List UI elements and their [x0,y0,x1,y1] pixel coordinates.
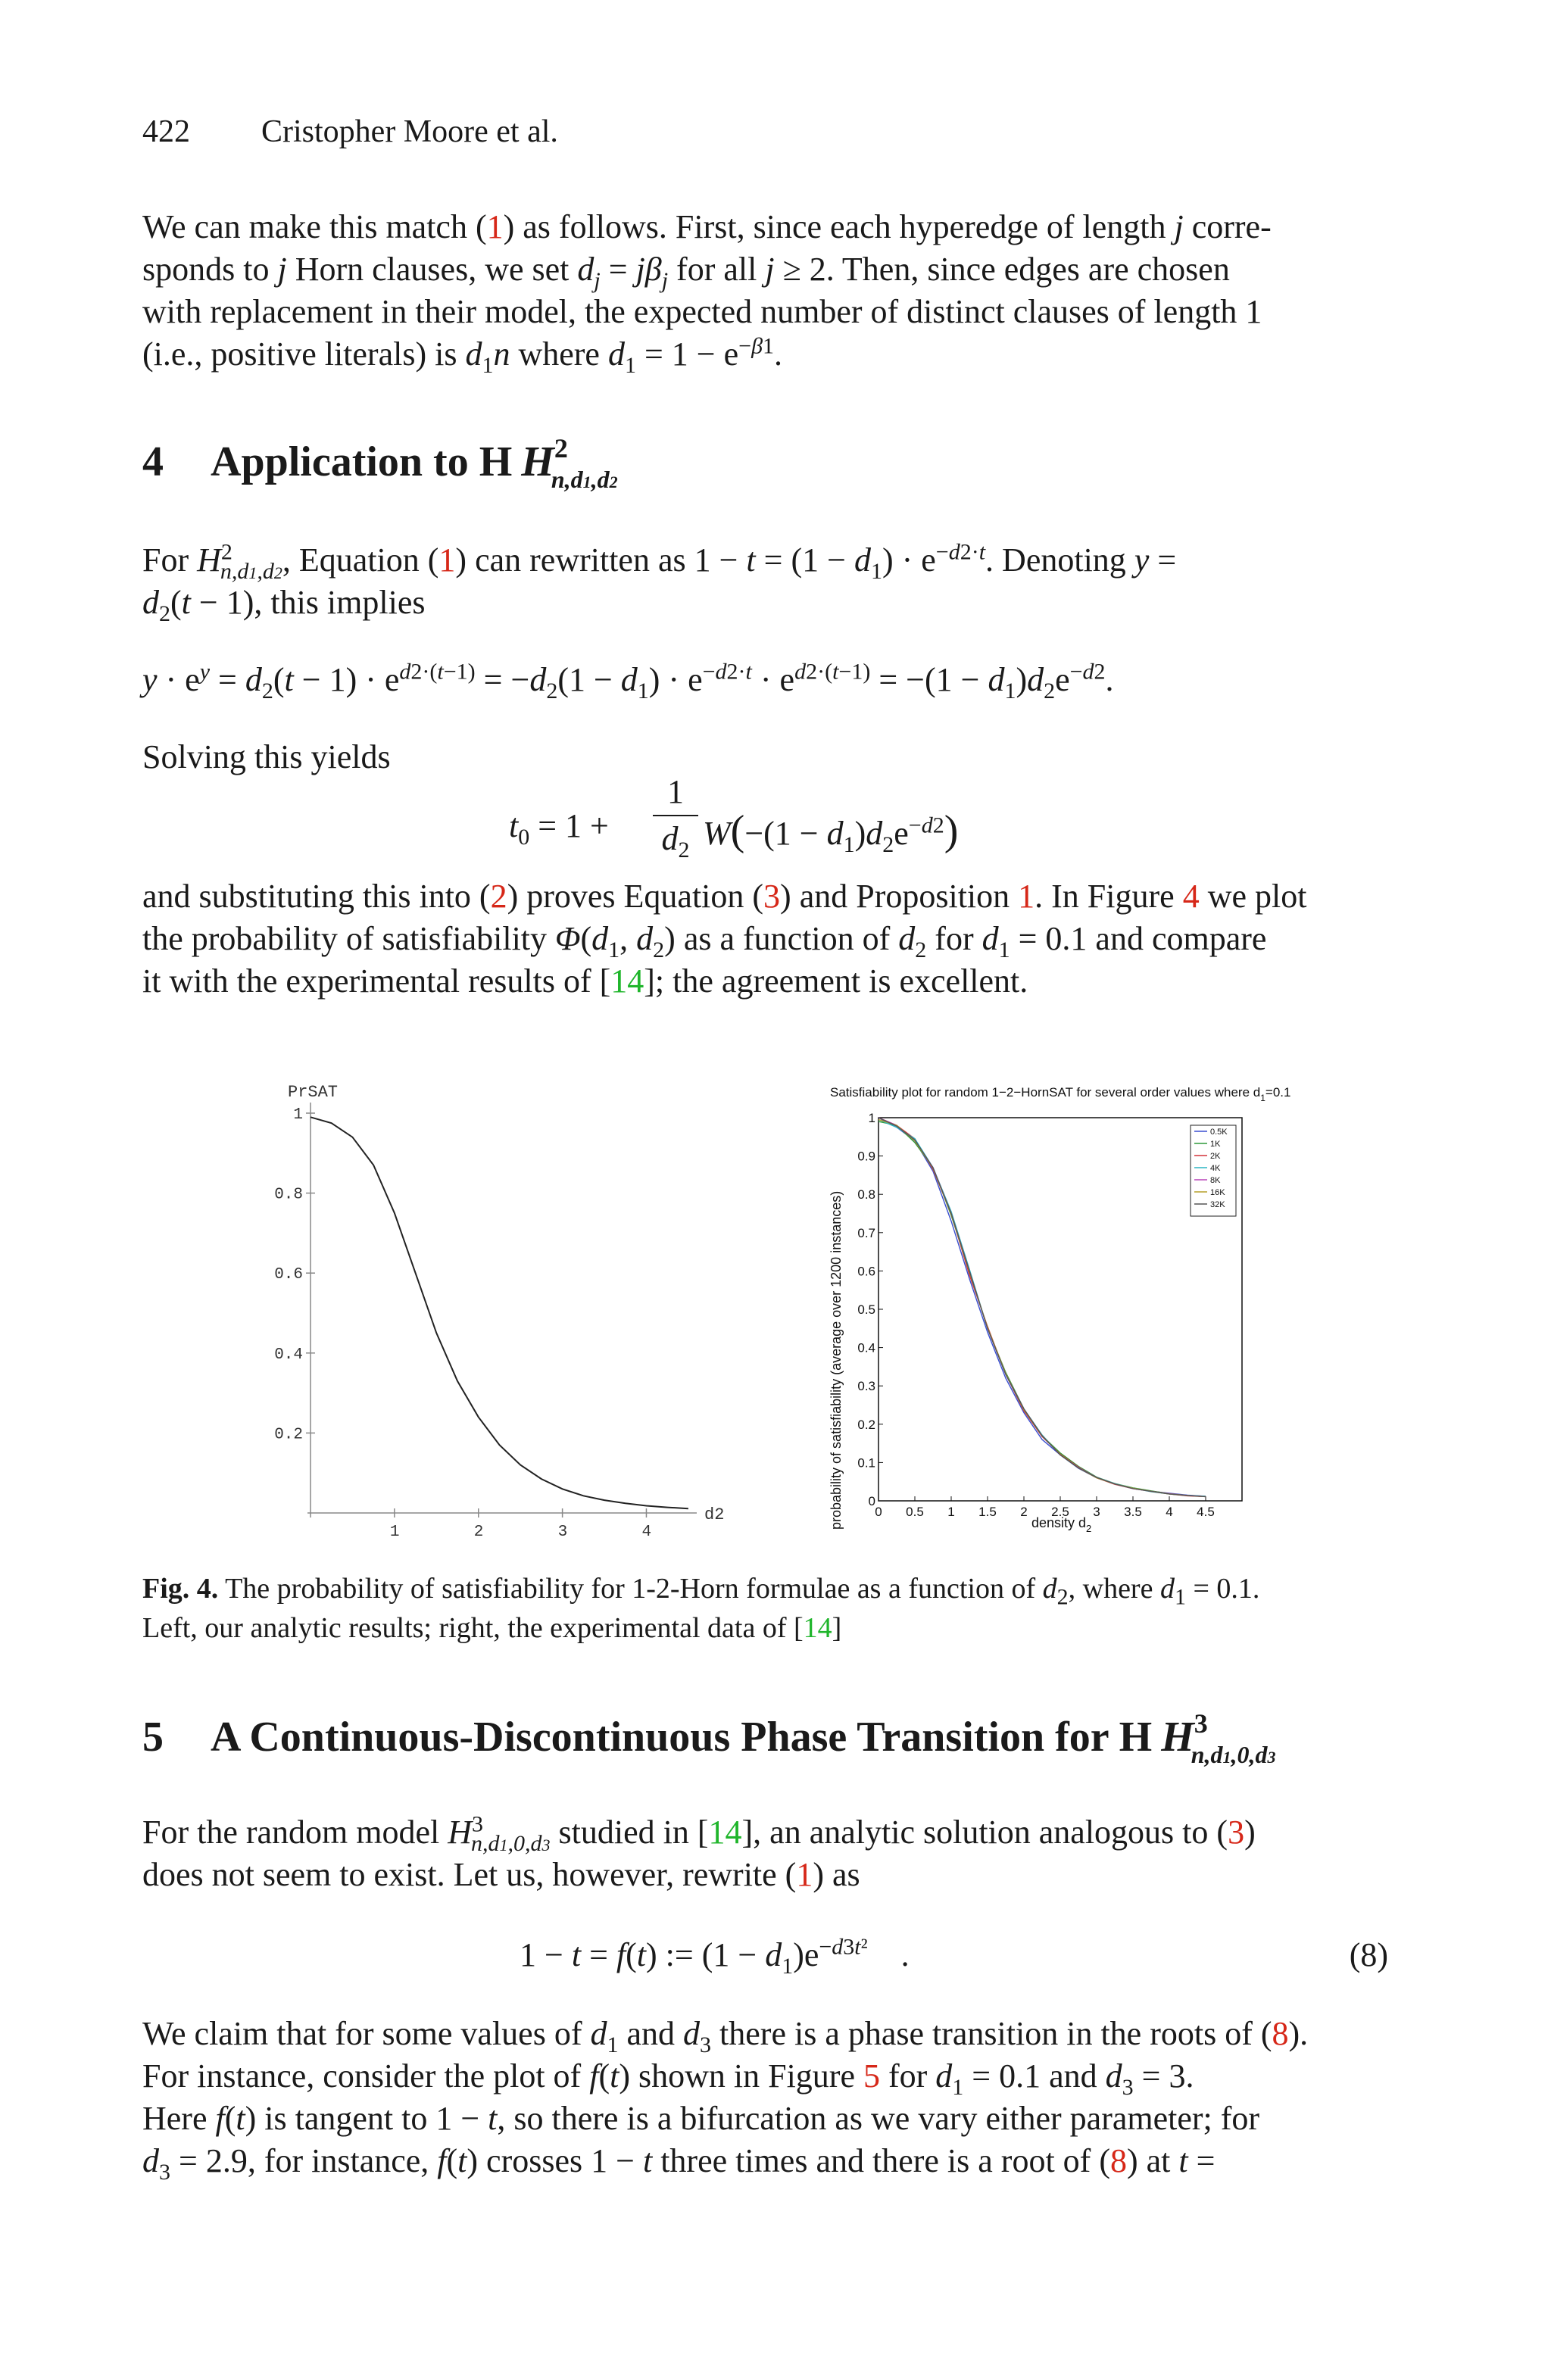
section-5-heading: 5 A Continuous-Discontinuous Phase Transition for H $H^3_{n,d1,0,d3}$ [142,1708,1276,1768]
intro-line-2: sponds to j Horn clauses, we set $d_j = j\beta_j$ for all j ≥ 2. Then, since edges are chosen [142,251,1230,293]
section-5-para-1 [142,1811,1388,1896]
left-x-tick-label: 3 [557,1524,568,1541]
section-4-title: Application to H [211,438,513,485]
s5-p2-line-4: $d_3 = 2.9$, for instance, f(t) crosses 1 − t three times and there is a root of (8) at t = [142,2142,1216,2185]
left-y-tick-label: 1 [293,1106,303,1124]
legend-label-1K: 1K [1210,1140,1221,1149]
right-y-tick-label: 0.5 [857,1302,875,1317]
intro-line-4: (i.e., positive literals) is $d_1n$ where $d_1 = 1 - e^{-\beta 1}$. [142,333,783,378]
figure-4-caption [142,1569,1388,1648]
s5-p2-line-1: We claim that for some values of $d_1$ and $d_3$ there is a phase transition in the roots of (8). [142,2015,1309,2057]
s5-line-1: For the random model $H^3_{n,d1,0,d3}$ studied in [14], an analytic solution analogous to (3) [142,1811,1256,1856]
right-x-tick-label: 0.5 [906,1505,924,1519]
legend-label-16K: 16K [1210,1188,1225,1197]
section-4-heading: 4 Application to H $H^2_{n,d1,d2}$ [142,433,618,493]
right-series-0.5K [878,1118,1206,1496]
caption-line-2: Left, our analytic results; right, the experimental data of [14] [142,1612,842,1644]
right-y-tick-label: 0.4 [857,1340,875,1355]
right-y-tick-label: 0.1 [857,1455,875,1471]
right-series-1K [878,1121,1206,1496]
left-y-tick-label: 0.6 [274,1266,303,1284]
section-5-title: A Continuous-Discontinuous Phase Transition for H [211,1714,1153,1761]
left-y-tick-label: 0.2 [274,1426,303,1444]
s4-p2-line-1: and substituting this into (2) proves Equation (3) and Proposition 1. In Figure 4 we plot [142,878,1307,915]
right-chart-title: Satisfiability plot for random 1−2−HornSAT for several order values where $d_1=0.1$ [830,1085,1291,1103]
section-5-title-sup: 3 [1194,1708,1208,1739]
left-y-tick-label: 0.4 [274,1346,303,1364]
caption-line-1: Fig. 4. The probability of satisfiability for 1-2-Horn formulae as a function of $d_2$, where $d_1 = 0.1$. [142,1573,1260,1610]
s4-p2-line-3: it with the experimental results of [14]; the agreement is excellent. [142,962,1028,1000]
s4-p2-line-2: the probability of satisfiability $\Phi(d_1$, $d_2$) as a function of $d_2$ for $d_1 = 0.1$ and compare [142,920,1267,962]
right-x-tick-label: 3.5 [1124,1505,1142,1519]
section-4-title-sup: 2 [554,433,568,463]
s5-p2-line-2: For instance, consider the plot of f(t) shown in Figure 5 for $d_1 = 0.1$ and $d_3 = 3$. [142,2057,1194,2100]
right-x-tick-label: 0 [875,1505,882,1519]
intro-line-1: We can make this match (1) as follows. First, since each hyperedge of length j corre- [142,208,1272,245]
right-y-tick-label: 1 [868,1111,875,1125]
figure-4-left-chart [257,1074,742,1543]
right-y-tick-label: 0.9 [857,1149,875,1164]
legend-label-2K: 2K [1210,1152,1221,1161]
left-x-tick-label: 1 [389,1524,400,1541]
left-x-label: d2 [704,1505,725,1524]
section-4-number: 4 [142,438,164,485]
right-x-tick-label: 4 [1166,1505,1173,1519]
equation-main: $y \cdot e^y = d_2(t - 1) \cdot e^{d2\cdot(t-1)} = -d_2(1 - d_1) \cdot e^{-d2\cdot t} \cdot e^{d2\cdot(t-1)} = -(1 - d_1)d_2e^{-d2}$. [142,659,1114,703]
legend-label-4K: 4K [1210,1164,1221,1173]
right-plot-frame [878,1118,1242,1501]
legend-label-8K: 8K [1210,1176,1221,1185]
s4-line-2: $d_2(t - 1)$, this implies [142,584,426,626]
right-y-tick-label: 0.8 [857,1187,875,1202]
left-y-label: PrSAT [288,1083,339,1102]
right-x-tick-label: 1.5 [978,1505,997,1519]
page-number: 422 [142,114,190,149]
right-x-label: density $d_2$ [1031,1515,1092,1534]
right-y-tick-label: 0.3 [857,1379,875,1394]
left-x-tick-label: 4 [641,1524,652,1541]
s5-line-2: does not seem to exist. Let us, however, rewrite (1) as [142,1856,860,1893]
right-x-tick-label: 3 [1093,1505,1100,1519]
right-x-tick-label: 1 [947,1505,955,1519]
left-curve-analytic [311,1117,688,1508]
section-5-number: 5 [142,1714,164,1761]
left-y-tick-label: 0.8 [274,1186,303,1204]
legend-label-0.5K: 0.5K [1210,1128,1228,1137]
left-x-tick-label: 2 [473,1524,484,1541]
right-y-label: probability of satisfiability (average over 1200 instances) [829,1190,844,1530]
caption-label: Fig. 4. [142,1573,219,1605]
right-y-tick-label: 0.7 [857,1225,875,1240]
solving-text: Solving this yields [142,738,391,775]
right-y-tick-label: 0 [868,1494,875,1508]
right-x-tick-label: 4.5 [1197,1505,1215,1519]
paper-page: 422 Cristopher Moore et al. We can make this match (1) as follows. First, since each hyperedge of length j corre- sponds to j Horn clauses, we set $d_j = j\beta_j$ for all j ≥ 2. Then, since edges are chosen with replacement in their model, the expected number of distinct clauses of length 1 (i.e., positive literals) is $d_1n$ where $d_1 = 1 - e^{-\beta 1}$. 4 Application to H $H^2_{n,d1,d2}$ For $H^2_{n,d1,d2}$, Equation (1) can rewritten as $1 - t = (1 - d_1) \cdot e^{-d2\cdot t}$. Denoting y = $d_2(t - 1)$, this implies $y \cdot e^y = d_2(t - 1) \cdot e^{d2\cdot(t-1)} = -d_2(1 - d_1) \cdot e^{-d2\cdot t} \cdot e^{d2\cdot(t-1)} = -(1 - d_1)d_2e^{-d2}$. Solving this yields $t_0 = 1$ + 1 $d_2$ $W(-(1 - d_1)d_2e^{-d2})$ and substituting this into (2) proves Equation (3) and Proposition 1. In Figure 4 we plot the probability of satisfiability $\Phi(d_1$, $d_2$) as a function of $d_2$ for $d_1 = 0.1$ and compare it with the experimental results of [14]; the agreement is excellent. PrSAT d2 1 2 3 4 1 0.8 0.6 0.4 0.2 Satisfiability plot for random 1−2−HornSAT for several order values where $d_1=0.1$ probability of satisfiability (average over 1200 instances) density $d_2$ 0 0.5 1 1.5 2 2.5 3 3.5 4 4.5 0 0.1 0.2 0.3 0.4 0.5 0.6 0.7 0.8 0.9 1 0.5K 1K 2K 4K 8K 16K 32K Fig. 4. The probability of satisfiability for 1-2-Horn formulae as a function of $d_2$, where $d_1 = 0.1$. Left, our analytic results; right, the experimental data of [14] 5 A Continuous-Discontinuous Phase Transition for H $H^3_{n,d1,0,d3}$ For the random model $H^3_{n,d1,0,d3}$ studied in [14], an analytic solution analogous to (3) does not seem to exist. Let us, however, rewrite (1) as 1 − t = f(t) := $(1 - d_1)e^{-d3t^2}$ . (8) We claim that for some values of $d_1$ and $d_3$ there is a phase transition in the roots of (8). For instance, consider the plot of f(t) shown in Figure 5 for $d_1 = 0.1$ and $d_3 = 3$. Here f(t) is tangent to 1 − t, so there is a bifurcation as we vary either parameter; for $d_3 = 2.9$, for instance, f(t) crosses 1 − t three times and there is a root of (8) at t = [142,114,1388,2185]
intro-line-3: with replacement in their model, the expected number of distinct clauses of length 1 [142,293,1262,330]
section-4-para-2 [142,875,1388,1003]
right-y-tick-label: 0.2 [857,1417,875,1432]
section-5-para-2 [142,2013,1388,2185]
running-authors: Cristopher Moore et al. [261,114,558,149]
legend-label-32K: 32K [1210,1200,1225,1209]
s4-line-1: For $H^2_{n,d1,d2}$, Equation (1) can rewritten as $1 - t = (1 - d_1) \cdot e^{-d2\cdot t}$. Denoting y = [142,539,1177,584]
intro-paragraph [142,206,1388,376]
right-x-tick-label: 2.5 [1051,1505,1069,1519]
right-x-tick-label: 2 [1020,1505,1028,1519]
right-y-tick-label: 0.6 [857,1264,875,1279]
equation-8: 1 − t = f(t) := $(1 - d_1)e^{-d3t^2}$ . [520,1934,910,1979]
section-4-para-1 [142,539,1388,624]
s5-p2-line-3: Here f(t) is tangent to 1 − t, so there is a bifurcation as we vary either parameter; for [142,2100,1260,2137]
figure-4-right-chart [818,1075,1303,1545]
equation-8-number: (8) [1349,1936,1388,1973]
